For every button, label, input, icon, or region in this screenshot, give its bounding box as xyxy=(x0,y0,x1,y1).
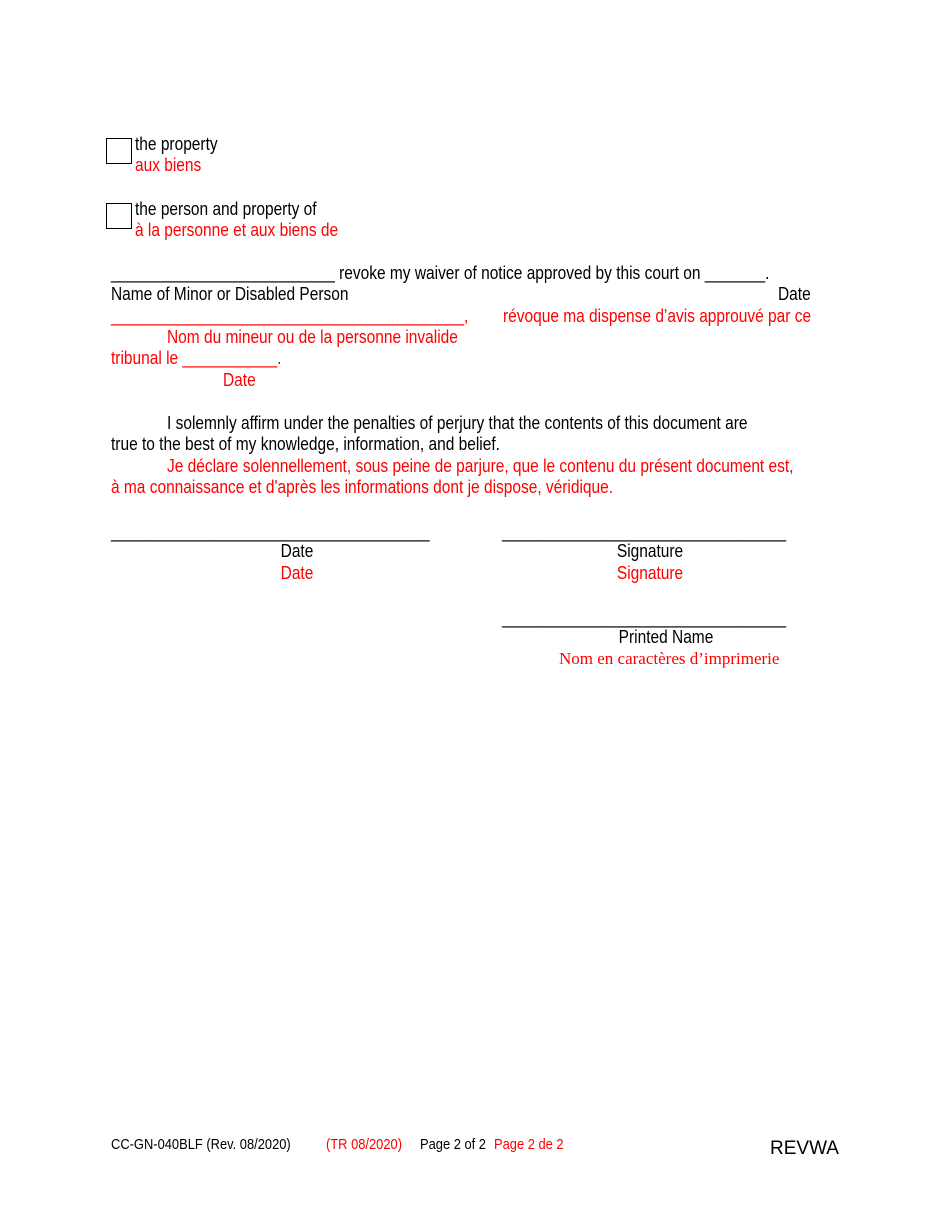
date-label-fr: Date xyxy=(223,370,256,390)
form-code: REVWA xyxy=(770,1138,839,1159)
affirmation-en-1: I solemnly affirm under the penalties of perjury that the contents of this document are xyxy=(167,413,748,433)
revocation-line2-fr: tribunal le ___________. xyxy=(111,348,282,368)
option-property-fr: aux biens xyxy=(135,155,202,175)
date-signature-line[interactable]: _____________________________________ xyxy=(111,522,430,542)
name-label-en: Name of Minor or Disabled Person xyxy=(111,284,349,304)
printed-name-caption-en: Printed Name xyxy=(618,627,714,647)
affirmation-fr-2: à ma connaissance et d'après les informations dont je dispose, véridique. xyxy=(111,477,614,497)
page-number-en: Page 2 of 2 xyxy=(420,1136,486,1153)
option-person-property-en: the person and property of xyxy=(135,199,317,219)
page-number-fr: Page 2 de 2 xyxy=(494,1136,564,1153)
option-person-property-fr: à la personne et aux biens de xyxy=(135,220,339,240)
form-id: CC-GN-040BLF (Rev. 08/2020) xyxy=(111,1136,291,1153)
signature-line[interactable]: _________________________________ xyxy=(502,522,787,542)
translation-revision: (TR 08/2020) xyxy=(326,1136,403,1153)
affirmation-fr-1: Je déclare solennellement, sous peine de parjure, que le contenu du présent document est, xyxy=(167,456,794,476)
revocation-line-en: __________________________ revoke my waiver of notice approved by this court on _______. xyxy=(111,263,770,283)
name-blank-fr: _________________________________________, xyxy=(111,306,469,326)
printed-name-caption-fr: Nom en caractères d’imprimerie xyxy=(559,649,780,668)
person-and-property-checkbox[interactable] xyxy=(106,203,132,229)
property-checkbox[interactable] xyxy=(106,138,132,164)
affirmation-en-2: true to the best of my knowledge, information, and belief. xyxy=(111,434,500,454)
signature-caption-fr: Signature xyxy=(616,563,684,583)
date-caption-en: Date xyxy=(280,541,314,561)
signature-caption-en: Signature xyxy=(616,541,684,561)
printed-name-line[interactable]: _________________________________ xyxy=(502,608,787,628)
option-property-en: the property xyxy=(135,134,218,154)
name-label-fr: Nom du mineur ou de la personne invalide xyxy=(167,327,458,347)
date-caption-fr: Date xyxy=(280,563,314,583)
revocation-text-fr: révoque ma dispense d’avis approuvé par ce xyxy=(503,306,812,326)
date-label-en: Date xyxy=(778,284,811,304)
